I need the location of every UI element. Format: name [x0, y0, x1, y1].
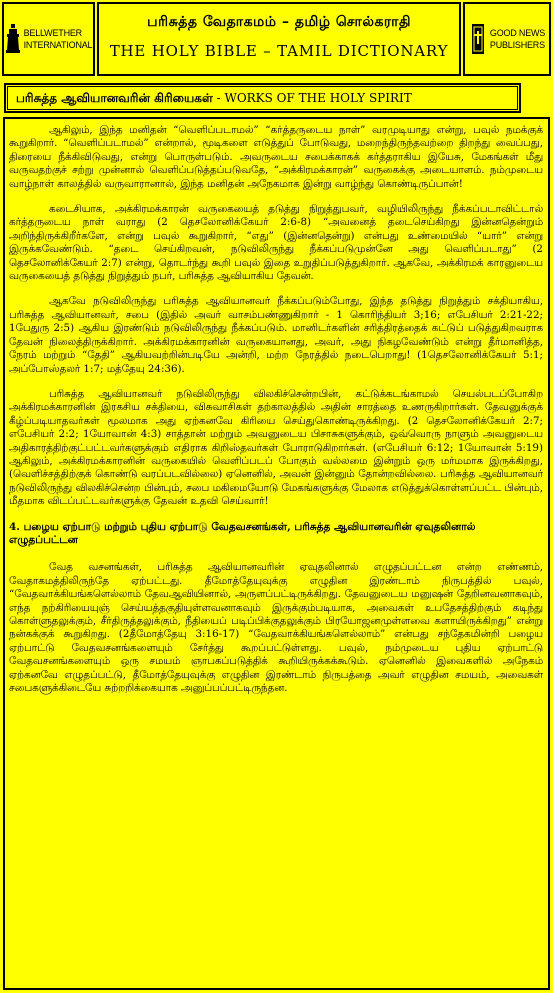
- left-logo-line2: INTERNATIONAL: [23, 40, 93, 50]
- section-heading: 4. பழைய ஏற்பாடு மற்றும் புதிய ஏற்பாடு வேதவசனங்கள், பரிசுத்த ஆவியானவரின் ஏவுதலினால் எழுதப்பட்டன: [9, 520, 476, 546]
- content-box: [3, 117, 550, 990]
- bellwether-bell-icon: [5, 22, 21, 56]
- section-title-tamil: பரிசுத்த ஆவியானவரின் கிரியைகள்: [16, 91, 213, 105]
- title-tamil: பரிசுத்த வேதாகமம் – தமிழ் சொல்கராதி: [147, 14, 411, 30]
- header: [0, 0, 553, 80]
- section-title: [5, 84, 520, 112]
- left-logo-line1: BELLWETHER: [23, 28, 82, 38]
- paragraph: ஆகவே நடுவிலிருந்து பரிசுத்த ஆவியானவர் நீக்கப்படும்போது, இந்த தடுத்து நிறுத்தும் சக்தியாகிய, பரிசுத்த ஆவியானவர், சபை (இதில் அவர் வாசம்பண்ணுகிறார் - 1 கொரிந்தியர் 3;16; எபேசியர் 2:21-22; 1பேதுரு 2:5) ஆகிய இரண்டும் நடுவிலிருந்து நீக்கப்படும். மானிடர்களின் சரித்திரத்தைக் கட்டுப் படுத்துகிறவராக தேவன் நிலைத்திருக்கிறார். அக்கிரமக்காரனின் வருகையானது, அவர், அது நிகழவேண்டும் என்று தீர்மானித்த, நேரம் மற்றும் “தேதி” ஆகியவற்றின்படியே அன்றி, மற்ற நேரத்தில் நடைபெறாது! (1தெசலோனிக்கேயர் 5:1; அப்போஸ்தலர் 1:7; மத்தேயு 24:36).: [9, 295, 543, 375]
- good-news-logo: [463, 2, 551, 76]
- paragraph: ஆகிலும், இந்த மனிதன் “வெளிப்படாமல்” “கர்த்தருடைய நாள்” வரமுடியாது என்று, பவுல் நமக்குக் கூறுகிறார். “வெளிப்படாமல்” என்றால், மூடிகளை எடுத்துப் போடுவது, மறைந்திருந்தவற்றை திறந்து வைப்பது, திரையை நீக்கிவிடுவது, என்று பொருள்படும். அவருடைய சபைக்காகக் கர்த்தராகிய இயேசு, மேகங்கள் மீது வருவதற்குச் சற்று முன்னால் வெளிப்படுத்தப்படுவதே, “அக்கிரமக்காரன்” வருகைக்கு அடையாளம். நம்முடைய வாழ்நாள் காலத்தில் வருவாரானால், இந்த மனிதன் அநேகமாக இன்று வாழ்ந்து கொண்டிருப்பான்!: [9, 124, 543, 190]
- paragraph: வேத வசனங்கள், பரிசுத்த ஆவியானவரின் ஏவுதலினால் எழுதப்பட்டன என்ற எண்ணம், வேதாகமத்திலிருந்தே ஏற்பட்டது. தீமோத்தேயுவுக்கு எழுதின இரண்டாம் நிருபத்தில் பவுல், “வேதவாக்கியங்களெல்லாம் தேவஆவியினால், அருளப்பட்டிருக்கிறது. தேவனுடைய மனுஷன் தேறினவனாகவும், எந்த நற்கிரியையுஞ் செய்யத்தகுதியுள்ளவனாகவும் இருக்கும்படியாக, அவைகள் உபதேசத்திற்கும் கடிந்து கொள்ளுதலுக்கும், சீர்திருத்தலுக்கும், நீதியைப் படிப்பிக்குதலுக்கும் பிரயோஜனமுள்ளவை களாயிருக்கிறது” என்று நன்கக்குக் கூறுகிறது. (2தீமோத்தேயு 3:16-17) “வேதவாக்கியங்களெல்லாம்” என்பது சந்தேகமின்றி பழைய ஏற்பாட்டு வேதவசனங்களையும் சேர்த்து கூறப்பட்டுள்ளது. பவுல், நம்முடைய புதிய ஏற்பாட்டு வேதவசனங்களையும் ஒரு சமயம் ஞாபகப்படுத்திக் கூறியிருக்கக்கூடும். ஏனெனில் இவைகளில் அநேகம் ஏற்கனவே எழுதப்பட்டு, தீமோத்தேயுவுக்கு எழுதின இரண்டாம் நிருபத்தை அவர் எழுதின சமயம், அவைகள் சபைகளுக்கிடையே சுற்றறிக்கையாக அனுப்பப்பட்டிருந்தன.: [9, 561, 543, 695]
- paragraph: பரிசுத்த ஆவியானவர் நடுவிலிருந்து விலகிச்சென்றபின், கட்டுக்கடங்காமல் செயல்படப்போகிற அக்கிரமக்காரனின் இரகசிய சக்தியை, விசுவாசிகள் தற்காலத்தில் அதின் சாரத்தை உணருகிறார்கள். தேவனுக்குக் கீழ்ப்படியாதவர்கள் மூலமாக அது ஏற்கனவே கிரியை செய்துகொண்டிருக்கிறது. (2 தெசலோனிக்கேயர் 2:7; எபேசியர் 2:2; 1யோவான் 4:3) சாத்தான் மற்றும் அவனுடைய பிசாசுகளுக்கும், ஒவ்வொரு நாளும் அவனுடைய அதிகாரத்திற்குட்பட்டவர்களுக்கும் எதிராக கிறிஸ்தவர்கள் போராடுகிறார்கள். (எபேசியர் 6:12; 1யோவான் 5:19) ஆகிலும், அக்கிரமக்காரனின் வருகையில் வெளிப்படப் போகும் வல்லமை இன்றும் ஒரு மர்மமாக இருக்கிறது, (வெளிச்சத்திற்குக் கொண்டு வரப்படவில்லை) ஏனெனில், அவன் இன்னும் தோன்றவில்லை. பரிசுத்த ஆவியானவர் நடுவிலிருந்து விலகிச்சென்ற பின்பும், சபை மகிமையோடு மேகங்களுக்கு மேலாக எடுத்துக்கொள்ளப்பட்ட பின்பும், மீதமாக விடப்பட்டவர்களுக்கு தேவன் உதவி செய்வார்!: [9, 387, 543, 508]
- right-logo-line1: GOOD NEWS: [489, 28, 546, 38]
- good-news-book-icon: [469, 22, 487, 56]
- paragraph: கடைசியாக, அக்கிரமக்காரன் வருகையைத் தடுத்து நிறுத்துபவர், வழியிலிருந்து நீக்கப்படாவிட்டால் கர்த்தருடைய நாள் வராது (2 தெசலோனிக்கேயர் 2:6-8) “அவனைத் தடைசெய்கிறது இன்னதென்றும் அறிந்திருக்கிறீர்களே, என்று பவுல் கூறுகிறார், “எது” (இன்னதென்று) என்பது உண்மையில் “யார்” என்று இருக்கவேண்டும். “தடை செய்கிறவன், நடுவிலிருந்து நீக்கப்படுமுன்னே அது வெளிப்படாது” (2 தெசலோனிக்கேயர் 2:7) என்று, தொடர்ந்து கூறி பவுல் இதை உறுதிப்படுத்துகிறார். ஆகவே, அக்கிரமக் காரனுடைய வருகையைத் தடுத்து நிறுத்தும் நபர், பரிசுத்த ஆவியாகிய தேவன்.: [9, 203, 543, 283]
- title-box: [97, 2, 461, 76]
- right-logo-line2: PUBLISHERS: [489, 40, 545, 50]
- title-english: THE HOLY BIBLE – TAMIL DICTIONARY: [109, 42, 449, 60]
- section-title-english: - WORKS OF THE HOLY SPIRIT: [216, 91, 412, 105]
- bellwether-logo: [2, 2, 95, 76]
